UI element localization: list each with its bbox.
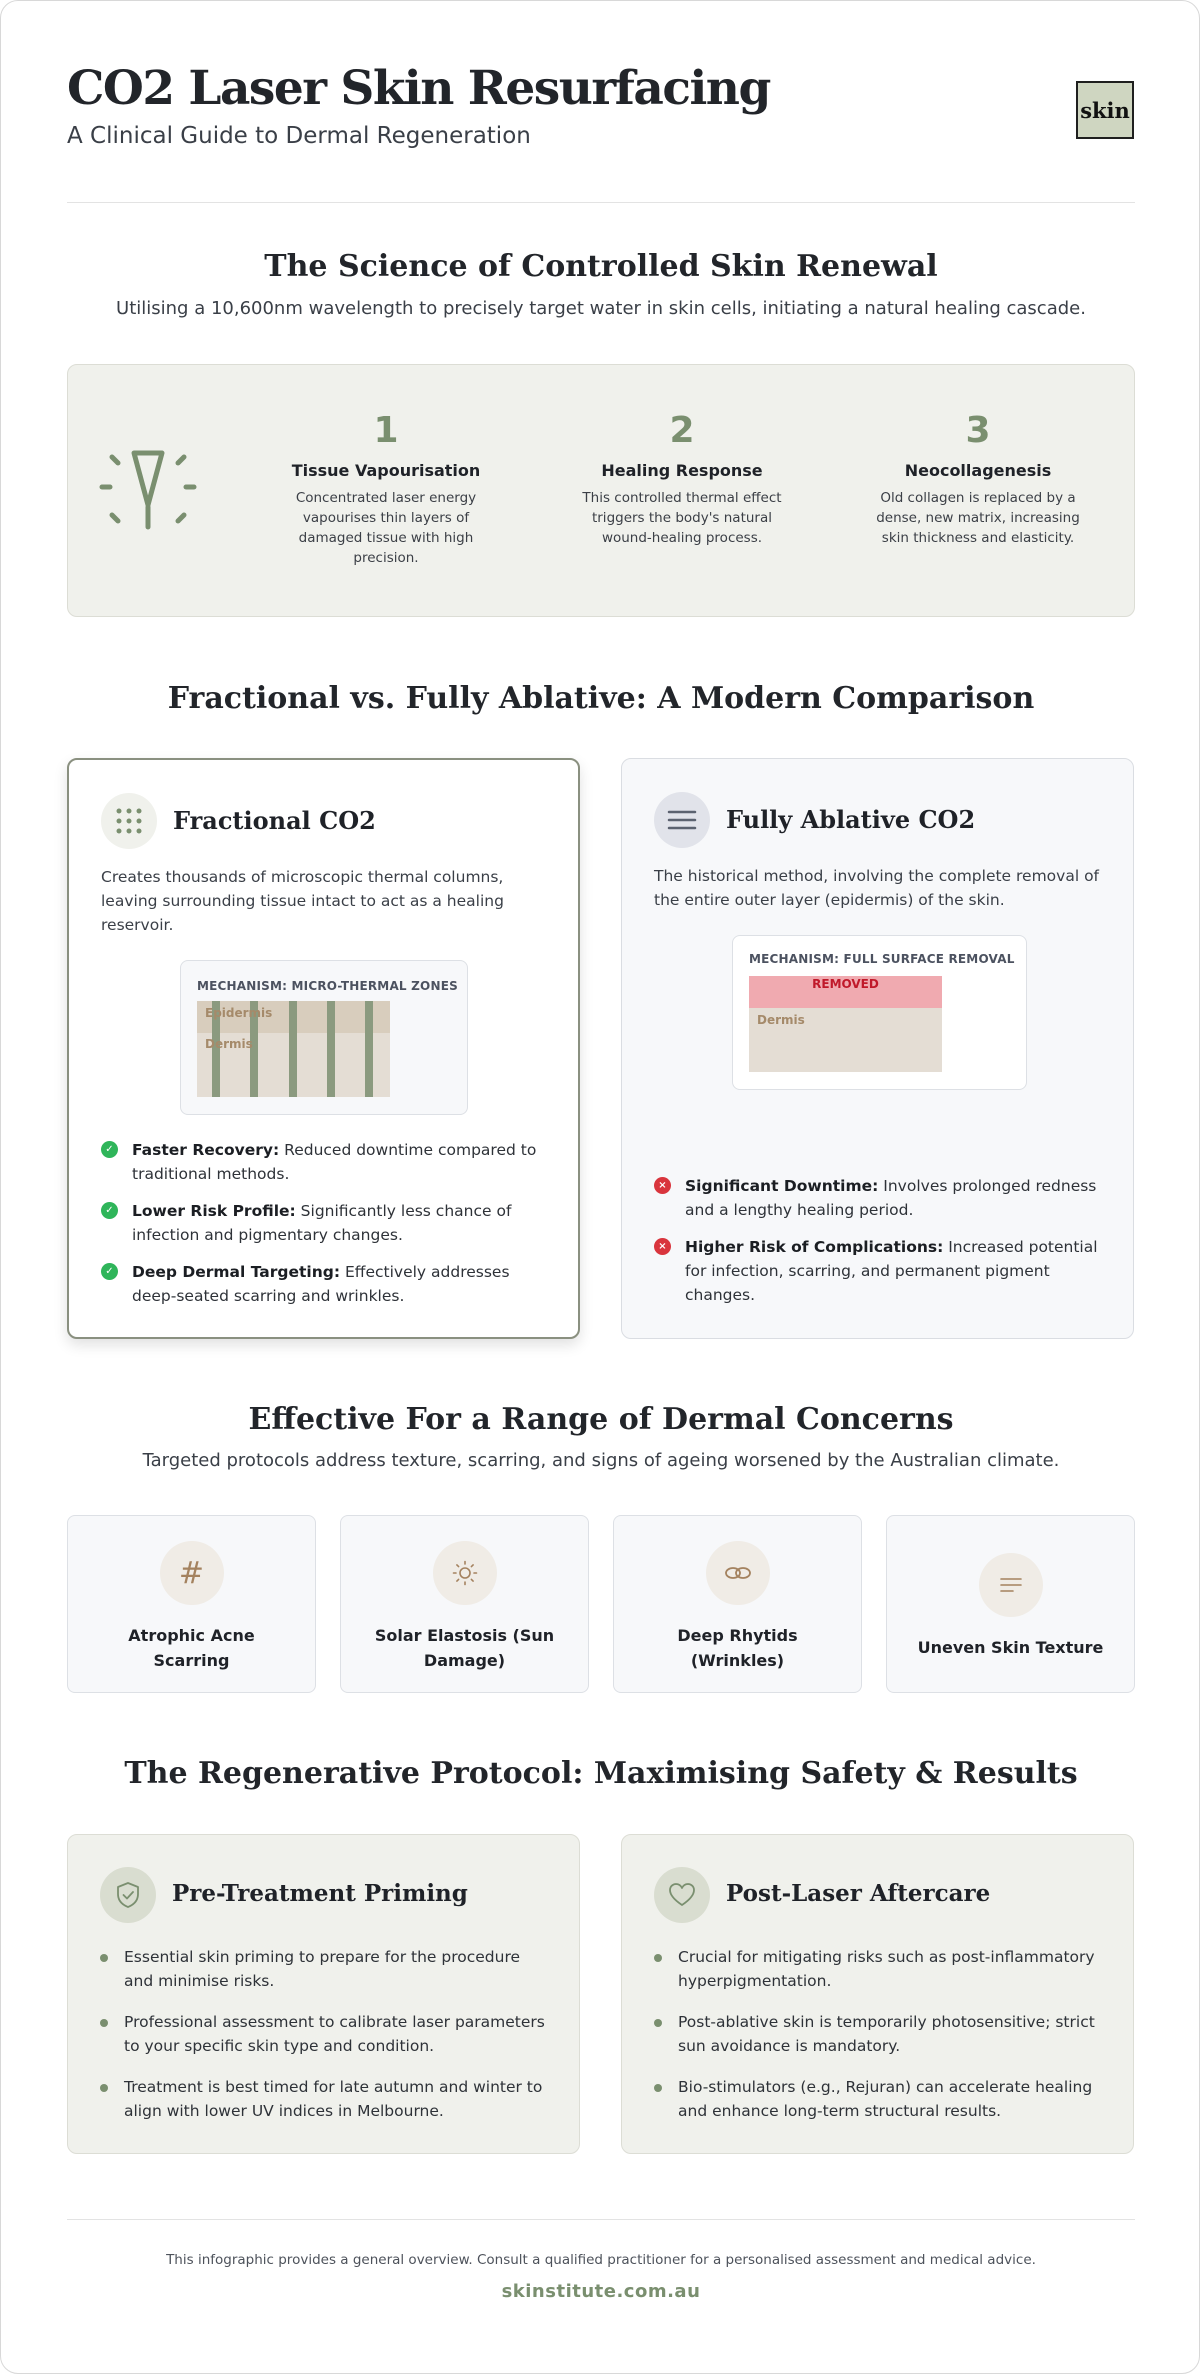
drawback-text: Increased potential for infection, scarring, and permanent pigment changes. — [685, 1238, 1098, 1304]
concerns-subtitle: Targeted protocols address texture, scarring, and signs of ageing worsened by the Australian climate. — [142, 1450, 1060, 1471]
concern-card-wrinkles — [613, 1515, 862, 1693]
cross-icon: × — [654, 1238, 671, 1255]
benefit-text: Reduced downtime compared to traditional methods. — [132, 1141, 537, 1183]
full-mechanism-box — [732, 935, 1027, 1090]
list-item: Post-ablative skin is temporarily photosensitive; strict sun avoidance is mandatory. — [654, 2010, 1104, 2058]
thermal-column — [327, 1001, 335, 1097]
list-item — [654, 1174, 1104, 1222]
science-step-2 — [567, 411, 797, 548]
bullet — [654, 1954, 662, 1962]
check-icon: ✓ — [101, 1202, 118, 1219]
step-text: This controlled thermal effect triggers the body's natural wound-healing process. — [582, 490, 782, 546]
drawback-text: Involves prolonged redness and a lengthy healing period. — [685, 1177, 1097, 1219]
step-title: Tissue Vapourisation — [291, 461, 481, 480]
brand-logo: skin — [1076, 81, 1134, 139]
fractional-mechanism-label: MECHANISM: MICRO-THERMAL ZONES — [197, 979, 458, 993]
page-subtitle: A Clinical Guide to Dermal Regeneration — [67, 123, 531, 149]
sun-icon — [433, 1541, 497, 1605]
epidermis-label: Epidermis — [205, 1006, 273, 1020]
drawback-heading: Significant Downtime: — [685, 1177, 879, 1195]
step-text: Concentrated laser energy vapourises thin layers of damaged tissue with high precision. — [295, 490, 477, 566]
benefit-heading: Deep Dermal Targeting: — [132, 1263, 341, 1281]
header-divider — [67, 202, 1135, 203]
cross-icon: × — [654, 1177, 671, 1194]
text-lines-icon — [979, 1553, 1043, 1617]
thermal-column — [365, 1001, 373, 1097]
fractional-title: Fractional CO2 — [173, 806, 376, 835]
bullet — [100, 2084, 108, 2092]
fully-ablative-card — [621, 758, 1134, 1339]
footer-disclaimer: This infographic provides a general overview. Consult a qualified practitioner for a personalised assessment and medical advice. — [166, 2252, 1036, 2268]
footer-website-link[interactable]: skinstitute.com.au — [501, 2281, 701, 2302]
step-number: 2 — [669, 410, 695, 451]
check-icon: ✓ — [101, 1141, 118, 1158]
comparison-title: Fractional vs. Fully Ablative: A Modern Comparison — [167, 681, 1035, 716]
step-text: Old collagen is replaced by a dense, new matrix, increasing skin thickness and elasticity. — [876, 490, 1080, 546]
bullet — [654, 2019, 662, 2027]
check-icon: ✓ — [101, 1263, 118, 1280]
list-item: Professional assessment to calibrate laser parameters to your specific skin type and condition. — [100, 2010, 550, 2058]
step-title: Neocollagenesis — [904, 461, 1052, 480]
concern-label: Uneven Skin Texture — [917, 1638, 1104, 1657]
hash-icon: # — [160, 1541, 224, 1605]
list-item: Essential skin priming to prepare for the procedure and minimise risks. — [100, 1945, 550, 1993]
list-item: Bio-stimulators (e.g., Rejuran) can accelerate healing and enhance long-term structural results. — [654, 2075, 1104, 2123]
heart-icon — [654, 1867, 710, 1923]
thermal-column — [289, 1001, 297, 1097]
skin-diagram-full — [749, 976, 942, 1072]
science-title: The Science of Controlled Skin Renewal — [264, 249, 938, 284]
page-title: CO2 Laser Skin Resurfacing — [67, 61, 770, 116]
step-title: Healing Response — [601, 461, 763, 480]
concerns-title: Effective For a Range of Dermal Concerns — [248, 1402, 954, 1437]
bullet — [654, 2084, 662, 2092]
protocol-title: The Regenerative Protocol: Maximising Safety & Results — [124, 1756, 1078, 1791]
pre-treatment-list — [100, 1945, 550, 2140]
science-panel — [67, 364, 1135, 617]
post-laser-list — [654, 1945, 1104, 2140]
shield-check-icon — [100, 1867, 156, 1923]
link-icon — [706, 1541, 770, 1605]
lines-icon — [654, 792, 710, 848]
list-item: Crucial for mitigating risks such as post-inflammatory hyperpigmentation. — [654, 1945, 1104, 1993]
pre-treatment-card — [67, 1834, 580, 2154]
dermis-label: Dermis — [205, 1037, 253, 1051]
fractional-benefits-list — [101, 1138, 551, 1321]
fractional-card — [67, 758, 580, 1339]
fully-ablative-description: The historical method, involving the complete removal of the entire outer layer (epidermis) of the skin. — [654, 867, 1100, 909]
step-number: 3 — [965, 410, 991, 451]
concern-card-acne — [67, 1515, 316, 1693]
science-subtitle: Utilising a 10,600nm wavelength to precisely target water in skin cells, initiating a natural healing cascade. — [116, 298, 1086, 319]
benefit-heading: Lower Risk Profile: — [132, 1202, 296, 1220]
concern-label: Atrophic Acne Scarring — [128, 1626, 255, 1670]
benefit-heading: Faster Recovery: — [132, 1141, 280, 1159]
drawback-heading: Higher Risk of Complications: — [685, 1238, 944, 1256]
list-item — [654, 1235, 1104, 1307]
full-mechanism-label: MECHANISM: FULL SURFACE REMOVAL — [749, 952, 1015, 966]
fully-ablative-title: Fully Ablative CO2 — [726, 805, 976, 834]
benefit-text: Significantly less chance of infection and pigmentary changes. — [132, 1202, 512, 1244]
skin-diagram-fractional — [197, 1001, 390, 1097]
fractional-mechanism-box — [180, 960, 468, 1115]
list-item — [101, 1260, 551, 1308]
removed-label: REMOVED — [812, 977, 879, 991]
list-item: Treatment is best timed for late autumn and winter to align with lower UV indices in Melbourne. — [100, 2075, 550, 2123]
fully-ablative-drawbacks-list — [654, 1174, 1104, 1320]
pre-treatment-title: Pre-Treatment Priming — [172, 1880, 468, 1907]
dermis-label: Dermis — [757, 1013, 805, 1027]
concern-label: Deep Rhytids (Wrinkles) — [677, 1626, 798, 1670]
fractional-description: Creates thousands of microscopic thermal columns, leaving surrounding tissue intact to act as a healing reservoir. — [101, 868, 504, 934]
step-number: 1 — [373, 410, 399, 451]
list-item — [101, 1138, 551, 1186]
concern-label: Solar Elastosis (Sun Damage) — [374, 1626, 555, 1670]
bullet — [100, 2019, 108, 2027]
bullet — [100, 1954, 108, 1962]
list-item — [101, 1199, 551, 1247]
laser-beam-icon — [98, 445, 198, 545]
post-laser-card — [621, 1834, 1134, 2154]
footer-divider — [67, 2219, 1135, 2220]
benefit-text: Effectively addresses deep-seated scarring and wrinkles. — [132, 1263, 510, 1305]
science-step-3 — [863, 411, 1093, 548]
science-step-1 — [271, 411, 501, 568]
concern-card-sun-damage — [340, 1515, 589, 1693]
dot-grid-icon — [101, 793, 157, 849]
post-laser-title: Post-Laser Aftercare — [726, 1880, 991, 1907]
concern-card-texture — [886, 1515, 1135, 1693]
